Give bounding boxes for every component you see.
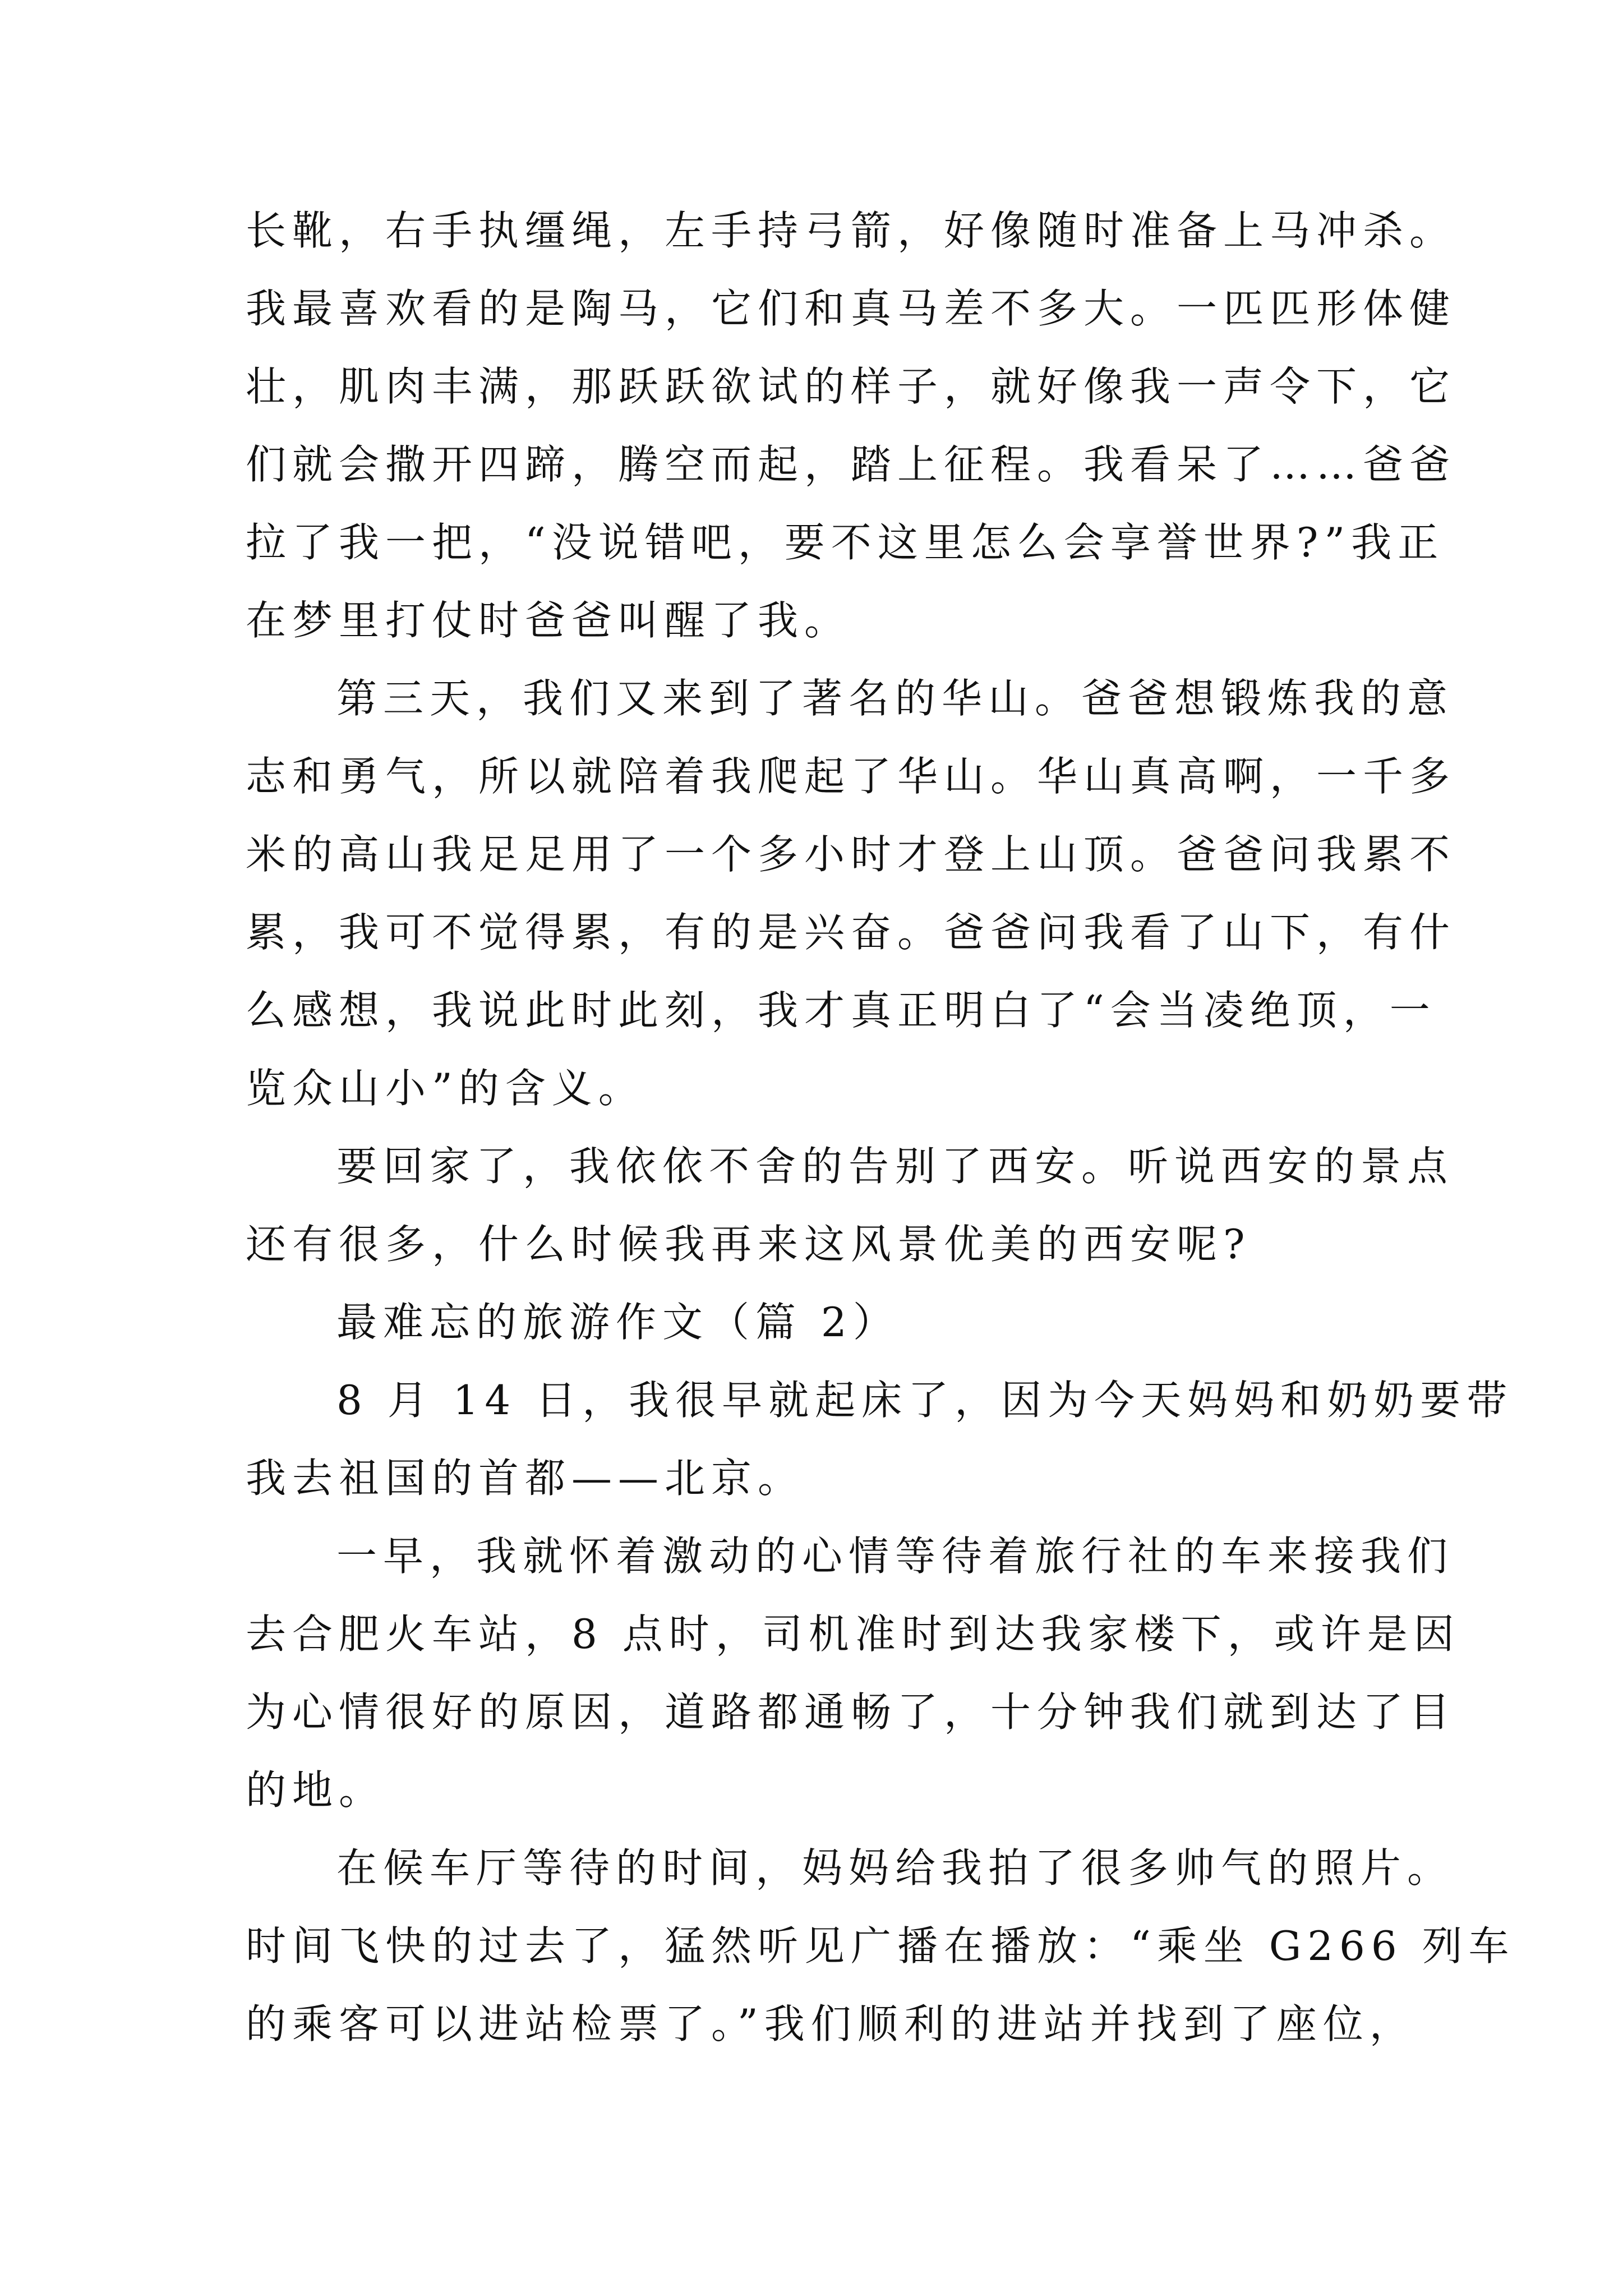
text-line: 去合肥火车站，8 点时，司机准时到达我家楼下，或许是因 <box>246 1611 1460 1658</box>
paragraph-start-line: 第三天，我们又来到了著名的华山。爸爸想锻炼我的意 <box>336 675 1454 722</box>
text-line: 的地。 <box>246 1766 386 1814</box>
text-line: 时间飞快的过去了，猛然听见广播在播放：“乘坐 G266 列车 <box>246 1922 1515 1970</box>
text-line: 累，我可不觉得累，有的是兴奋。爸爸问我看了山下，有什 <box>246 909 1456 956</box>
text-line: 志和勇气，所以就陪着我爬起了华山。华山真高啊，一千多 <box>246 753 1456 800</box>
text-line: 的乘客可以进站检票了。”我们顺利的进站并找到了座位， <box>246 2000 1416 2047</box>
paragraph-start-line: 一早，我就怀着激动的心情等待着旅行社的车来接我们 <box>336 1533 1454 1580</box>
text-line: 长靴，右手执缰绳，左手持弓箭，好像随时准备上马冲杀。 <box>246 207 1456 254</box>
text-line: 为心情很好的原因，道路都通畅了，十分钟我们就到达了目 <box>246 1688 1456 1736</box>
text-line: 我最喜欢看的是陶马，它们和真马差不多大。一匹匹形体健 <box>246 285 1456 332</box>
text-line: 览众山小”的含义。 <box>246 1065 645 1112</box>
text-line: 壮，肌肉丰满，那跃跃欲试的样子，就好像我一声令下，它 <box>246 363 1456 410</box>
text-line: 在梦里打仗时爸爸叫醒了我。 <box>246 597 851 644</box>
paragraph-start-line: 要回家了，我依依不舍的告别了西安。听说西安的景点 <box>336 1143 1454 1190</box>
text-line: 还有很多，什么时候我再来这风景优美的西安呢? <box>246 1221 1251 1268</box>
text-line: 我去祖国的首都——北京。 <box>246 1455 805 1502</box>
text-line: 拉了我一把，“没说错吧，要不这里怎么会享誉世界?”我正 <box>246 519 1445 566</box>
paragraph-start-line: 在候车厅等待的时间，妈妈给我拍了很多帅气的照片。 <box>336 1844 1454 1892</box>
text-line: 么感想，我说此时此刻，我才真正明白了“会当凌绝顶，一 <box>246 987 1436 1034</box>
text-line: 米的高山我足足用了一个多小时才登上山顶。爸爸问我累不 <box>246 831 1456 878</box>
section-heading: 最难忘的旅游作文（篇 2） <box>336 1299 900 1346</box>
paragraph-start-line: 8 月 14 日，我很早就起床了，因为今天妈妈和奶奶要带 <box>336 1377 1514 1424</box>
text-line: 们就会撒开四蹄，腾空而起，踏上征程。我看呆了……爸爸 <box>246 441 1456 488</box>
